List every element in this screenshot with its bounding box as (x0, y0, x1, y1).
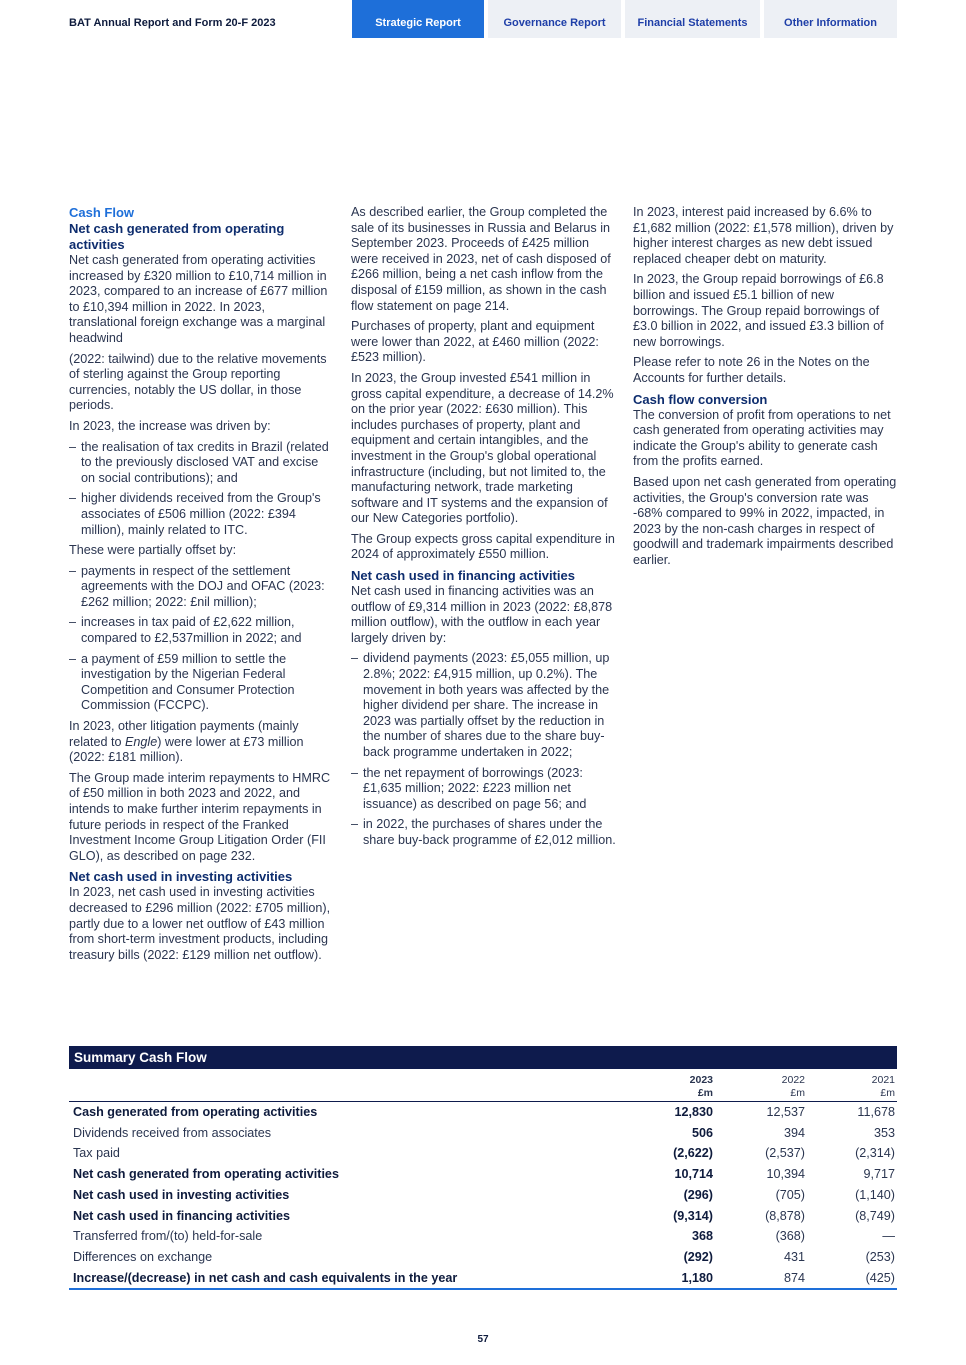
table-row: Transferred from/(to) held-for-sale 368 (368) — (73, 1229, 895, 1244)
paragraph: Based upon net cash generated from operating activities, the Group's conversion rate was -68% compared to 99% in 2022, impacted, in 2023 by the non-cash charges in respect of goodwill and trademark impairments described earlier. (633, 474, 897, 567)
table-row: Net cash used in financing activities (9,314) (8,878) (8,749) (73, 1208, 895, 1223)
paragraph: In 2023, other litigation payments (mainly related to Engle) were lower at £73 million (2022: £181 million). (69, 719, 304, 765)
table-row: Net cash used in investing activities (296) (705) (1,140) (73, 1187, 895, 1202)
cash-flow-table (69, 1069, 897, 1290)
page-header (0, 0, 966, 38)
column-header-2022: 2022 £m (781, 1074, 805, 1099)
summary-cash-flow-table (69, 1046, 897, 1290)
paragraph: Purchases of property, plant and equipment were lower than 2022, at £460 million (2022: £523 million). (351, 319, 599, 365)
bullet-item: – the net repayment of borrowings (2023: £1,635 million; 2022: £223 million net issuance) as described on page 56; and (351, 766, 617, 813)
paragraph: Net cash generated from operating activities increased by £320 million to £10,714 million in 2023, compared to an increase of £677 million to £10,394 million in 2022. In 2023, translational foreign exchange was a marginal headwind (69, 253, 328, 345)
paragraph: In 2023, net cash used in investing activities decreased to £296 million (2022: £705 million), partly due to a lower net outflow of £43 million from short-term investment products, including treasury bills (2022: £129 million net outflow). (69, 885, 331, 962)
paragraph: These were partially offset by: (69, 543, 237, 558)
engle-italic: Engle (125, 734, 158, 749)
table-row: Dividends received from associates 506 394 353 (73, 1125, 895, 1140)
paragraph: The conversion of profit from operations to net cash generated from operating activities may indicate the Group's ability to generate cash from the profits earned. (633, 407, 891, 469)
paragraph: The Group expects gross capital expenditure in 2024 of approximately £550 million. (351, 531, 615, 562)
heading-investing-activities: Net cash used in investing activities (69, 869, 293, 885)
paragraph: (2022: tailwind) due to the relative movements of sterling against the Group reporting currencies, notably the US dollar, in those periods. (69, 351, 327, 413)
column-3 (633, 205, 897, 573)
paragraph: In 2023, the increase was driven by: (69, 418, 271, 433)
heading-operating-activities: Net cash generated from operating activities (69, 221, 285, 252)
table-row-total: Increase/(decrease) in net cash and cash equivalents in the year 1,180 874 (425) (69, 1268, 897, 1290)
report-title: BAT Annual Report and Form 20-F 2023 (69, 17, 276, 29)
paragraph: Please refer to note 26 in the Notes on the Accounts for further details. (633, 355, 870, 385)
table-header-row (69, 1069, 897, 1102)
bullet-item: – increases in tax paid of £2,622 million, compared to £2,537million in 2022; and (69, 615, 331, 646)
bullet-item: – dividend payments (2023: £5,055 million, up 2.8%; 2022: £4,915 million, up 0.2%). The movement in both years was affected by the higher dividend per share. The increase in 2023 was partially offset by the reduction in the number of shares due to the share buy-back programme undertaken in 2022; (351, 651, 617, 760)
paragraph: In 2023, interest paid increased by 6.6% to £1,682 million (2022: £1,578 million), driven by higher interest charges as new debt issued replaced cheaper debt on maturity. (633, 205, 894, 266)
tab-financial-statements[interactable]: Financial Statements (625, 0, 760, 38)
bullet-item: – a payment of £59 million to settle the investigation by the Nigerian Federal Competition and Consumer Protection Commission (FCCPC). (69, 652, 331, 714)
bullet-list (351, 651, 617, 848)
bullet-item: – in 2022, the purchases of shares under the share buy-back programme of £2,012 million. (351, 817, 617, 848)
bullet-list (69, 564, 331, 714)
paragraph: In 2023, the Group repaid borrowings of £6.8 billion and issued £5.1 billion of new borrowings. The Group repaid borrowings of £3.0 billion in 2022, and issued £3.3 billion of new borrowings. (633, 272, 884, 349)
paragraph: In 2023, the Group invested £541 million in gross capital expenditure, a decrease of 14.2% on the prior year (2022: £630 million). This includes purchases of property, plant and equipment and certain intangibles, and the investment in the Group's global operational infrastructure (including, but not limited to, the manufacturing network, trade marketing software and IT systems and the expansion of our New Categories portfolio). (351, 370, 614, 526)
paragraph: The Group made interim repayments to HMRC of £50 million in both 2023 and 2022, and intends to make further interim repayments in future periods in respect of the Franked Investment Income Group Litigation Order (FII GLO), as described on page 232. (69, 770, 331, 863)
column-header-2023: 2023 £m (689, 1074, 713, 1099)
heading-financing-activities: Net cash used in financing activities (351, 568, 575, 584)
tab-strategic-report[interactable]: Strategic Report (352, 0, 484, 38)
bullet-item: – payments in respect of the settlement agreements with the DOJ and OFAC (2023: £262 million; 2022: £nil million); (69, 564, 331, 611)
bullet-item: – the realisation of tax credits in Brazil (related to the previously disclosed VAT and excise on social contributions); and (69, 440, 331, 487)
column-2 (351, 205, 617, 854)
paragraph: As described earlier, the Group completed the sale of its businesses in Russia and Belarus in September 2023. Proceeds of £425 million were received in 2023, net of cash disposed of £266 million, being a net cash inflow from the disposal of £159 million, as shown in the cash flow statement on page 214. (351, 205, 611, 313)
table-row: Differences on exchange (292) 431 (253) (73, 1249, 895, 1264)
heading-cash-flow-conversion: Cash flow conversion (633, 391, 768, 407)
paragraph: Net cash used in financing activities was an outflow of £9,314 million in 2023 (2022: £8,878 million outflow), with the outflow in each year largely driven by: (351, 584, 613, 645)
page-number: 57 (477, 1334, 489, 1345)
bullet-item: – higher dividends received from the Group's associates of £506 million (2022: £394 million), mainly related to ITC. (69, 491, 331, 538)
column-1 (69, 205, 331, 968)
table-row: Net cash generated from operating activities 10,714 10,394 9,717 (73, 1167, 895, 1182)
tab-other-information[interactable]: Other Information (764, 0, 897, 38)
section-title: Cash Flow (69, 205, 135, 220)
column-header-2021: 2021 £m (871, 1074, 895, 1099)
bullet-list (69, 440, 331, 539)
tab-governance-report[interactable]: Governance Report (488, 0, 621, 38)
table-row: Cash generated from operating activities 12,830 12,537 11,678 (73, 1105, 895, 1119)
table-title: Summary Cash Flow (69, 1046, 897, 1069)
table-row: Tax paid (2,622) (2,537) (2,314) (73, 1146, 895, 1161)
